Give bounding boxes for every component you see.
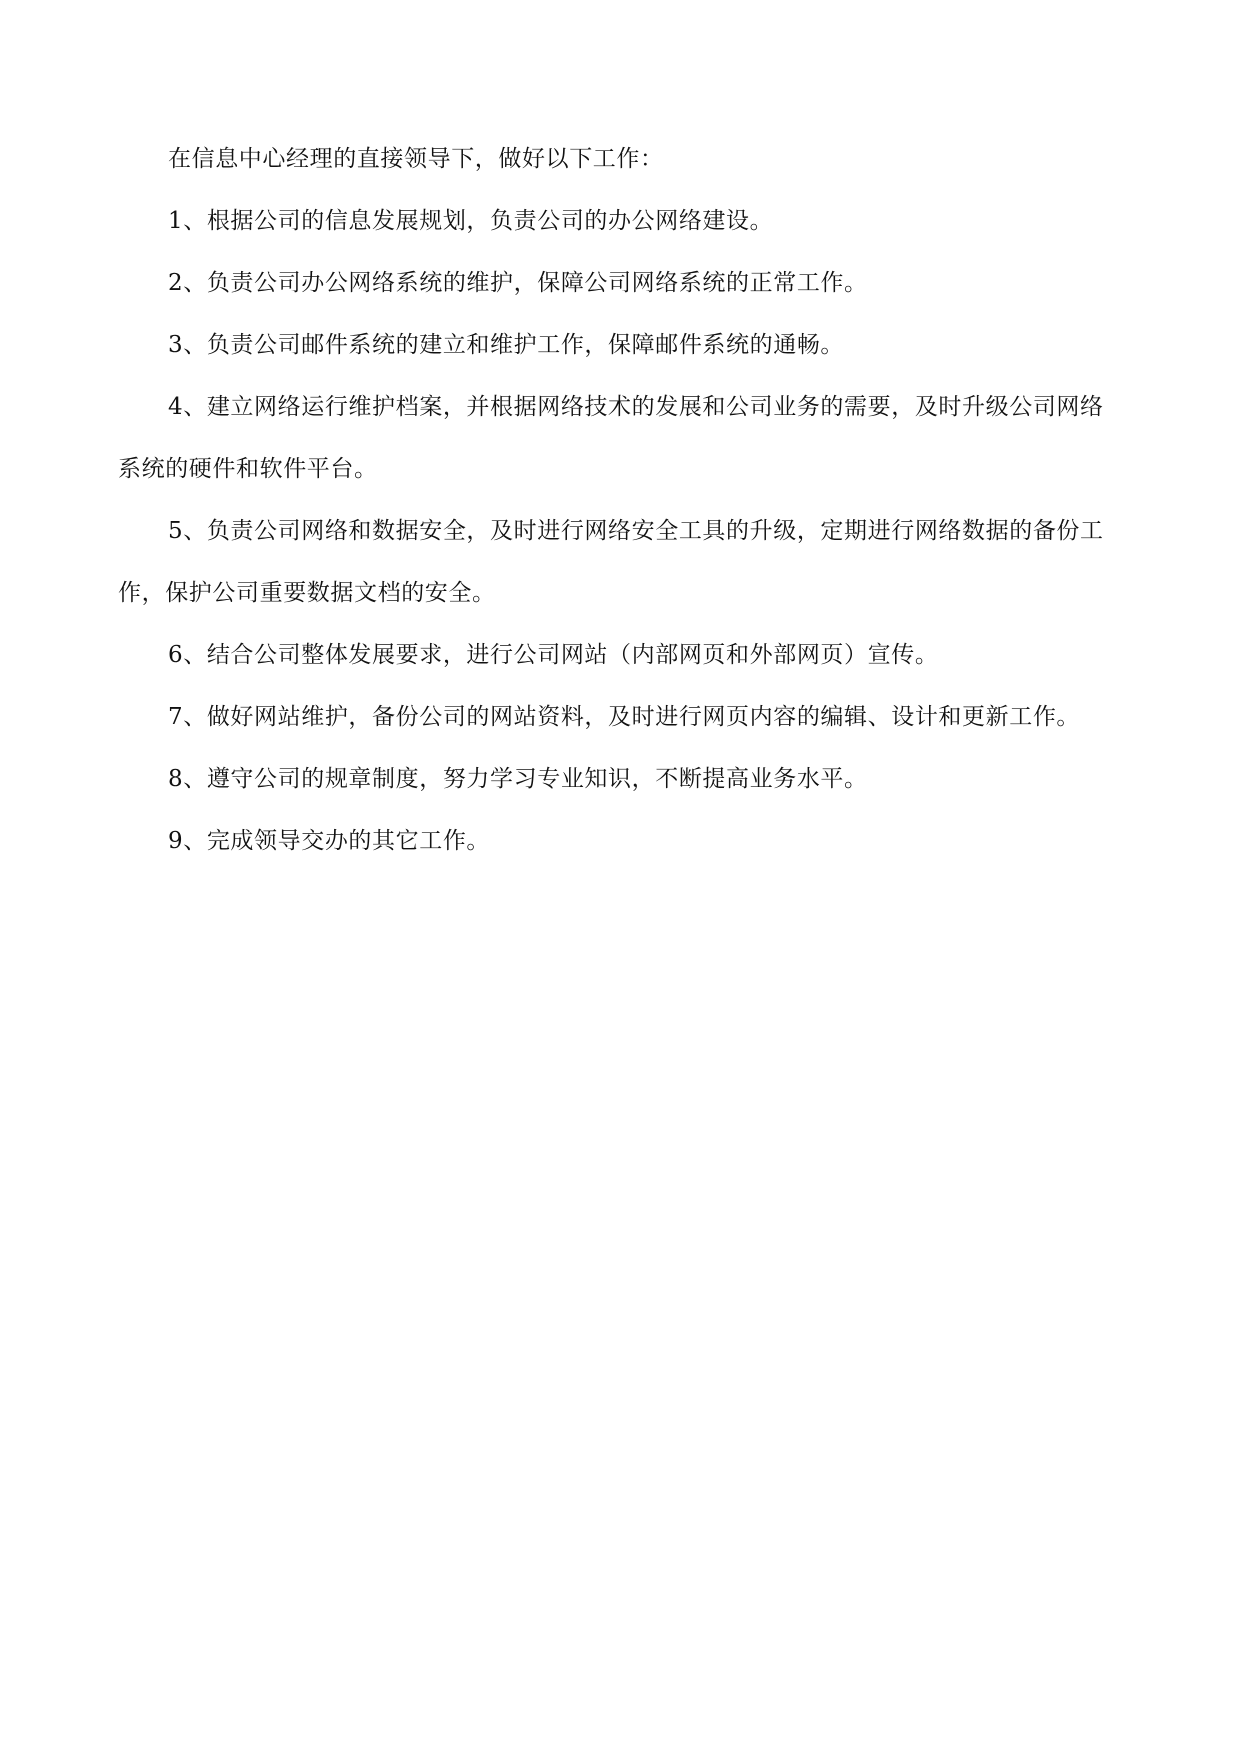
duty-item-7: 7、做好网站维护，备份公司的网站资料，及时进行网页内容的编辑、设计和更新工作。 xyxy=(168,704,1081,730)
document-body xyxy=(118,128,1122,872)
duty-item-4: 4、建立网络运行维护档案，并根据网络技术的发展和公司业务的需要，及时升级公司网络系统的硬件和软件平台。 xyxy=(118,394,1104,482)
duty-item-5: 5、负责公司网络和数据安全，及时进行网络安全工具的升级，定期进行网络数据的备份工作，保护公司重要数据文档的安全。 xyxy=(118,518,1104,606)
duty-item-2: 2、负责公司办公网络系统的维护，保障公司网络系统的正常工作。 xyxy=(168,270,868,296)
duty-item-1: 1、根据公司的信息发展规划，负责公司的办公网络建设。 xyxy=(168,208,774,234)
duty-item-9: 9、完成领导交办的其它工作。 xyxy=(168,828,491,854)
intro-paragraph: 在信息中心经理的直接领导下，做好以下工作： xyxy=(168,146,664,172)
duty-item-3: 3、负责公司邮件系统的建立和维护工作，保障邮件系统的通畅。 xyxy=(168,332,845,358)
duty-item-8: 8、遵守公司的规章制度，努力学习专业知识，不断提高业务水平。 xyxy=(168,766,868,792)
duty-item-6: 6、结合公司整体发展要求，进行公司网站（内部网页和外部网页）宣传。 xyxy=(168,642,939,668)
